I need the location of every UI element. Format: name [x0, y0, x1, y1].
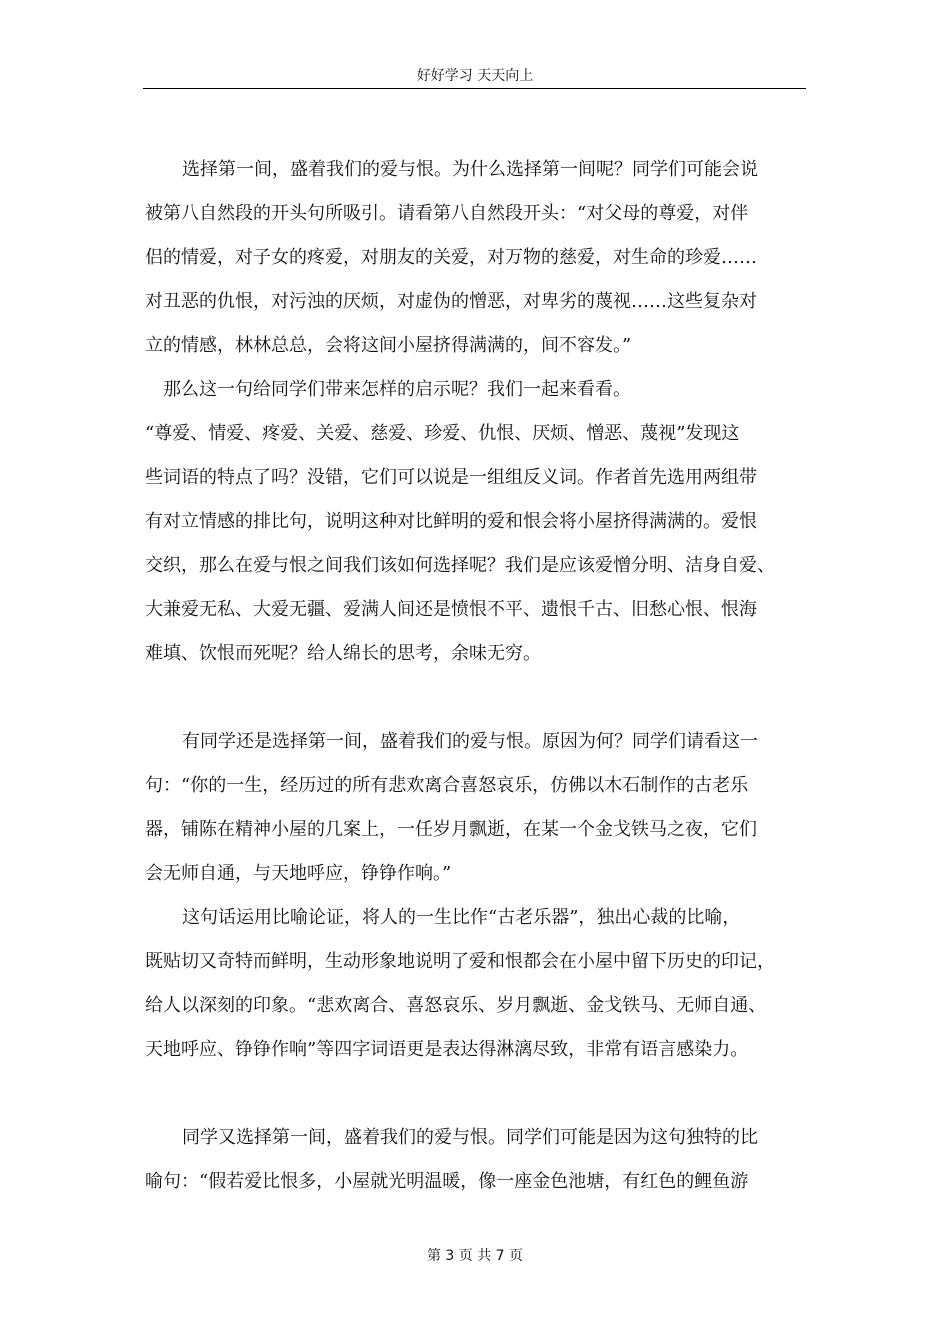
body-line: 难填、饮恨而死呢？给人绵长的思考，余味无穷。	[145, 643, 541, 664]
body-line: 这句话运用比喻论证，将人的一生比作“古老乐器”，独出心裁的比喻，	[182, 907, 741, 928]
body-line: 喻句：“假若爱比恨多，小屋就光明温暖，像一座金色池塘，有红色的鲤鱼游	[145, 1171, 749, 1192]
body-line: 那么这一句给同学们带来怎样的启示呢？我们一起来看看。	[163, 379, 631, 400]
body-line: 对丑恶的仇恨，对污浊的厌烦，对虚伪的憎恶，对卑劣的蔑视……这些复杂对	[145, 291, 757, 312]
body-line: 立的情感，林林总总，会将这间小屋挤得满满的，间不容发。”	[145, 335, 632, 356]
body-line: 器，铺陈在精神小屋的几案上，一任岁月飘逝，在某一个金戈铁马之夜，它们	[145, 819, 757, 840]
body-line: 些词语的特点了吗？没错，它们可以说是一组组反义词。作者首先选用两组带	[145, 467, 757, 488]
body-line: 大兼爱无私、大爱无疆、爱满人间还是愤恨不平、遗恨千古、旧愁心恨、恨海	[145, 599, 757, 620]
page-header-title: 好好学习 天天向上	[416, 68, 534, 84]
body-line: 会无师自通，与天地呼应，铮铮作响。”	[145, 863, 452, 884]
header-divider	[143, 88, 806, 89]
body-line: “尊爱、情爱、疼爱、关爱、慈爱、珍爱、仇恨、厌烦、憎恶、蔑视”发现这	[145, 423, 740, 444]
body-line: 同学又选择第一间，盛着我们的爱与恨。同学们可能是因为这句独特的比	[182, 1127, 758, 1148]
body-line: 有同学还是选择第一间，盛着我们的爱与恨。原因为何？同学们请看这一	[182, 731, 758, 752]
body-line: 侣的情爱，对子女的疼爱，对朋友的关爱，对万物的慈爱，对生命的珍爱……	[145, 247, 757, 268]
body-line: 被第八自然段的开头句所吸引。请看第八自然段开头：“对父母的尊爱，对伴	[145, 203, 749, 224]
body-line: 交织，那么在爱与恨之间我们该如何选择呢？我们是应该爱憎分明、洁身自爱、	[145, 555, 775, 576]
body-line: 选择第一间，盛着我们的爱与恨。为什么选择第一间呢？同学们可能会说	[182, 159, 758, 180]
body-line: 给人以深刻的印象。“悲欢离合、喜怒哀乐、岁月飘逝、金戈铁马、无师自通、	[145, 995, 767, 1016]
body-line: 句：“你的一生，经历过的所有悲欢离合喜怒哀乐，仿佛以木石制作的古老乐	[145, 775, 749, 796]
body-line: 有对立情感的排比句，说明这种对比鲜明的爱和恨会将小屋挤得满满的。爱恨	[145, 511, 757, 532]
body-line: 既贴切又奇特而鲜明，生动形象地说明了爱和恨都会在小屋中留下历史的印记，	[145, 951, 775, 972]
page-number: 第 3 页 共 7 页	[426, 1248, 524, 1264]
body-line: 天地呼应、铮铮作响”等四字词语更是表达得淋漓尽致，非常有语言感染力。	[145, 1039, 749, 1060]
